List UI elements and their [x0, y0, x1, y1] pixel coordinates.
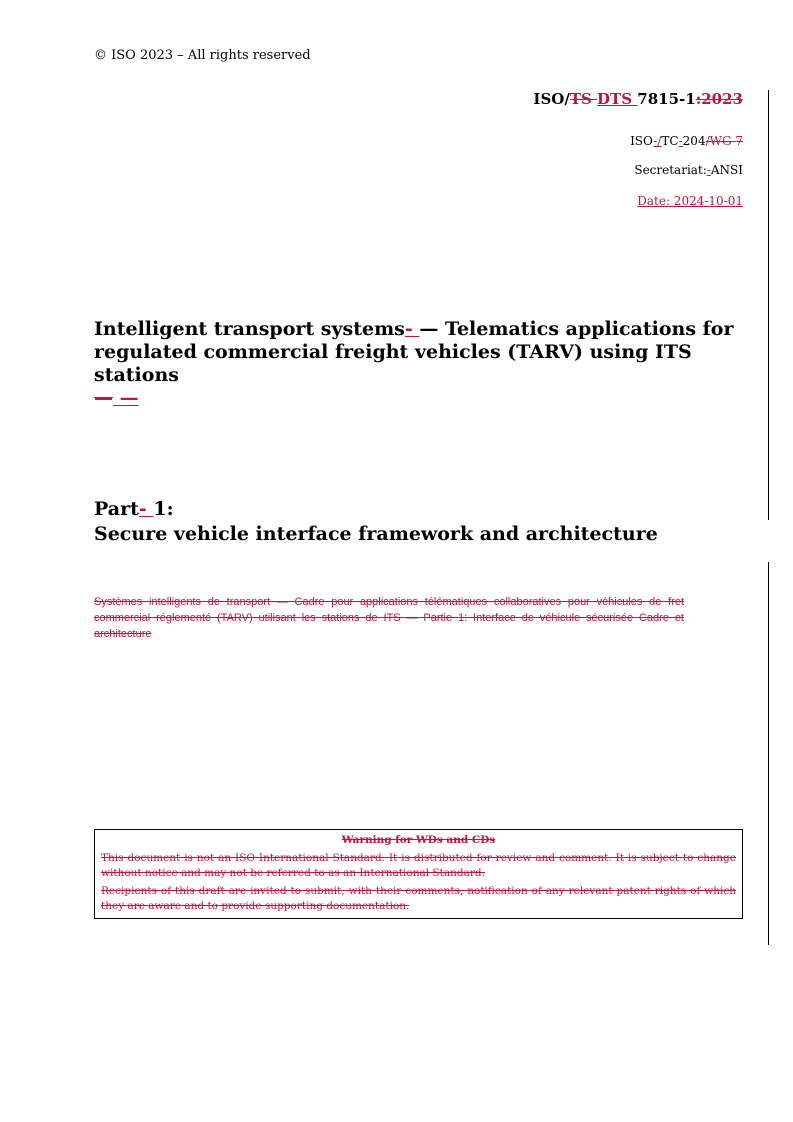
- secretariat-label: Secretariat:: [634, 163, 707, 177]
- title-part1: Intelligent transport systems: [94, 318, 405, 340]
- committee-deleted-wg: /WG 7: [705, 134, 743, 148]
- document-date: Date: 2024-10-01: [637, 194, 743, 208]
- secretariat-inserted-dash: -: [706, 163, 711, 177]
- revision-bar-bottom: [768, 562, 769, 945]
- docref-prefix: ISO/: [533, 90, 570, 108]
- part-label: Part: [94, 498, 139, 520]
- part-number: 1:: [153, 498, 174, 520]
- title-inserted-dash: -: [404, 318, 420, 340]
- committee-inserted-dash: -: [678, 134, 683, 148]
- part-inserted-dash: -: [138, 498, 154, 520]
- docref-deleted-type: TS: [569, 90, 598, 108]
- committee-tc: TC: [661, 134, 679, 148]
- committee-tc-number: 204: [682, 134, 706, 148]
- document-reference: [533, 90, 743, 108]
- docref-deleted-year: :2023: [695, 90, 743, 108]
- warning-paragraph-1: This document is not an ISO International Standard. It is distributed for review and comment. It is subject to change without notice and may not be referred to as an International Standard.: [101, 852, 736, 879]
- warning-paragraph-2: Recipients of this draft are invited to submit, with their comments, notification of any relevant patent rights of which they are aware and to provide supporting documentation.: [101, 885, 736, 912]
- warning-heading: Warning for WDs and CDs: [341, 834, 496, 846]
- committee-inserted-slash: -/: [653, 134, 662, 148]
- docref-inserted-type: DTS: [597, 90, 638, 108]
- warning-box: [94, 829, 743, 919]
- secretariat-value: ANSI: [710, 163, 743, 177]
- committee-iso: ISO: [630, 134, 654, 148]
- docref-number: 7815-1: [637, 90, 696, 108]
- copyright-notice: © ISO 2023 – All rights reserved: [94, 48, 311, 63]
- title-deleted-dash: —: [94, 387, 113, 409]
- part-heading: [94, 497, 744, 547]
- title-inserted-dash-2: —: [113, 387, 139, 409]
- french-title-deleted: Systèmes intelligents de transport — Cadre pour applications télématiques collaboratives pour véhicules de fret commercial réglementé (TARV) utilisant les stations de ITS — Partie 1: Interface de véhicule sécurisée Cadre et architecture: [94, 596, 684, 640]
- committee-reference: [630, 134, 743, 148]
- title-part2: — Telematics applications for regulated commercial freight vehicles (TARV) using ITS stations: [94, 318, 734, 386]
- part-subtitle: Secure vehicle interface framework and architecture: [94, 523, 658, 545]
- secretariat: [634, 163, 743, 177]
- revision-bar-top: [768, 90, 769, 520]
- document-title: [94, 318, 744, 410]
